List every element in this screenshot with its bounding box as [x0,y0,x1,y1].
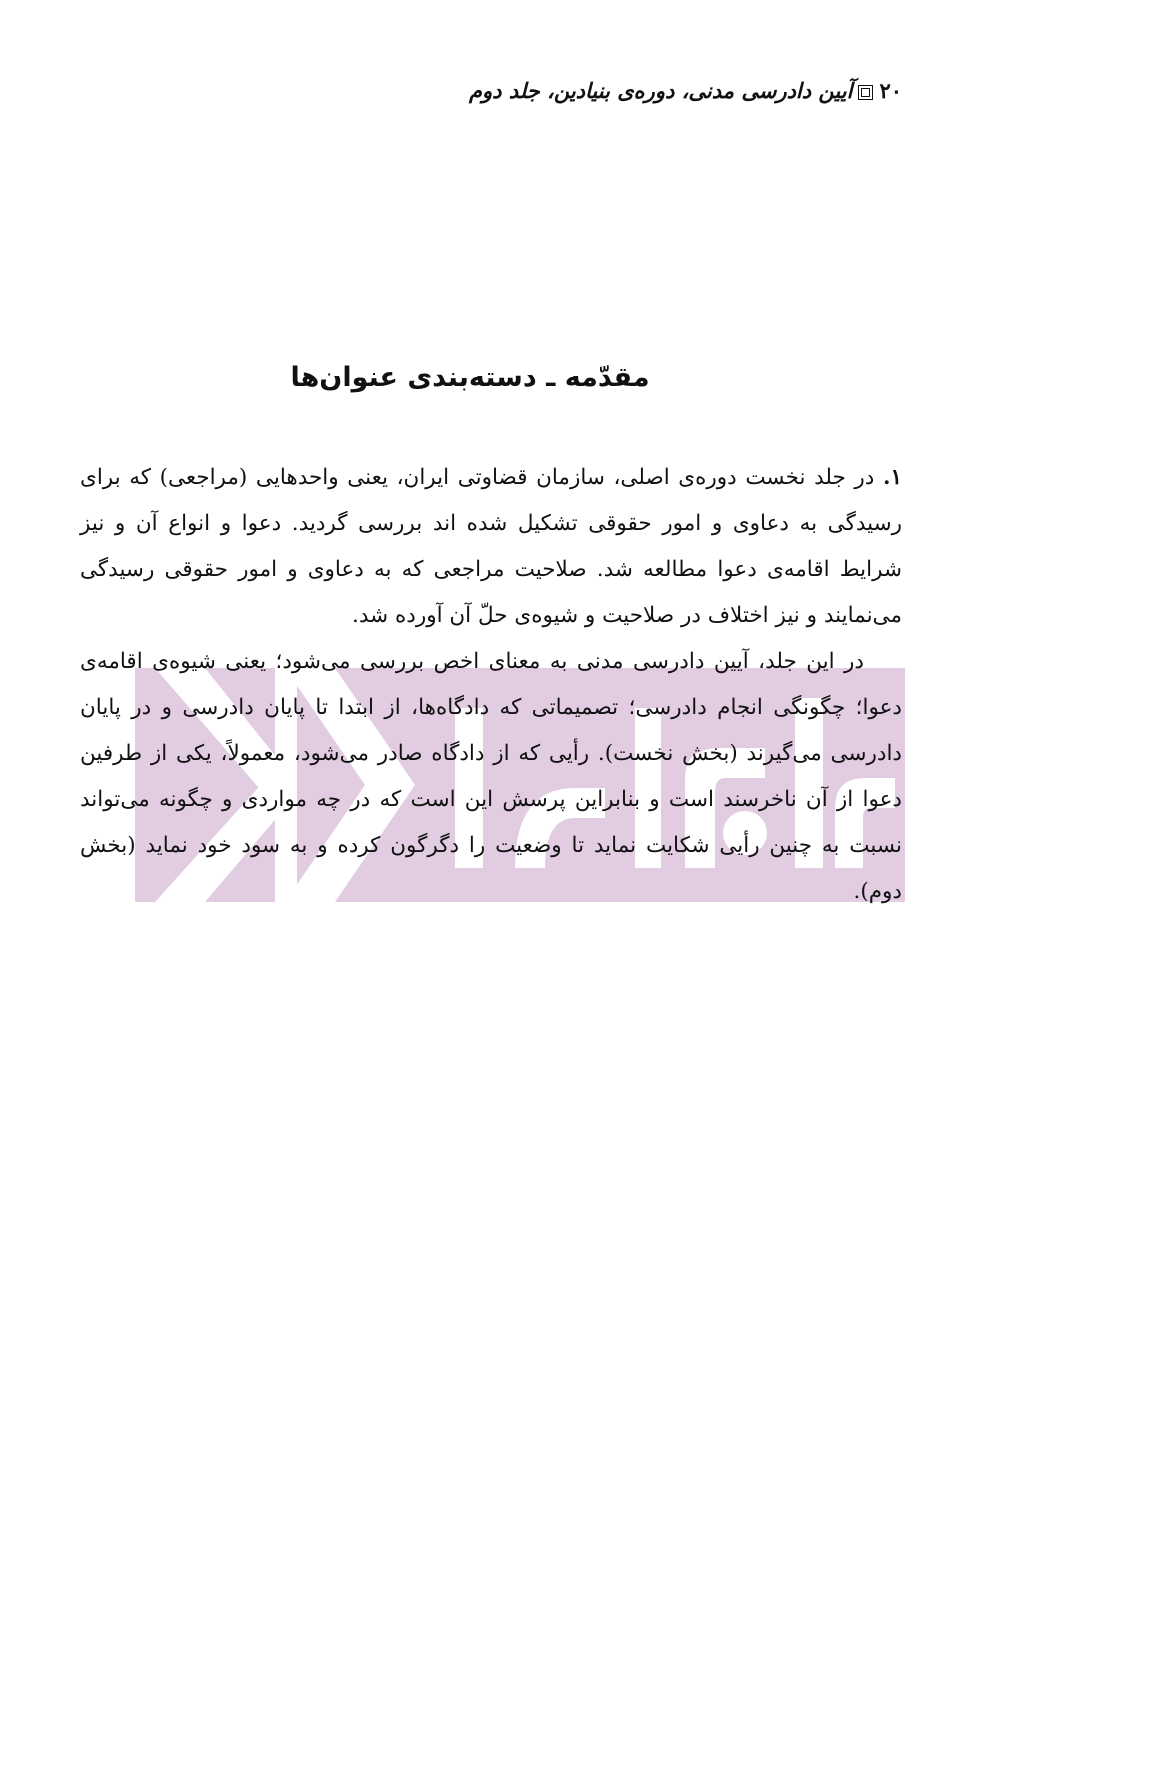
paragraph-1 [80,455,902,639]
paragraph-text: در این جلد، آیین دادرسی مدنی به معنای اخص بررسی می‌شود؛ یعنی شیوه‌ی اقامه‌ی دعوا؛ چگونگی انجام دادرسی؛ تصمیماتی که دادگاه‌ها، از ابتدا تا پایان دادرسی و در پایان دادرسی می‌گیرند (بخش نخست). رأیی که از دادگاه صادر می‌شود، معمولاً، یکی از طرفین دعوا از آن ناخرسند است و بنابراین پرسش این است که در چه مواردی و چگونه می‌تواند نسبت به چنین رأیی شکایت نماید تا وضعیت را دگرگون کرده و به سود خود نماید (بخش دوم). [80,649,902,904]
paragraph-2 [80,639,902,915]
running-title: آیین دادرسی مدنی، دوره‌ی بنیادین، جلد دوم [468,78,853,103]
page-number: ۲۰ [879,78,902,103]
paragraph-text: در جلد نخست دوره‌ی اصلی، سازمان قضاوتی ایران، یعنی واحدهایی (مراجعی) که برای رسیدگی به دعاوی و امور حقوقی تشکیل شده اند بررسی گردید. دعوا و انواع آن و نیز شرایط اقامه‌ی دعوا مطالعه شد. صلاحیت مراجعی که به دعاوی و امور حقوقی رسیدگی می‌نمایند و نیز اختلاف در صلاحیت و شیوه‌ی حلّ آن آورده شد. [80,465,902,628]
running-header [302,78,902,103]
section-title: مقدّمه ـ دسته‌بندی عنوان‌ها [290,362,650,393]
body-text [80,455,902,915]
boxed-square-icon [858,85,873,100]
paragraph-number: ۱. [882,465,902,490]
